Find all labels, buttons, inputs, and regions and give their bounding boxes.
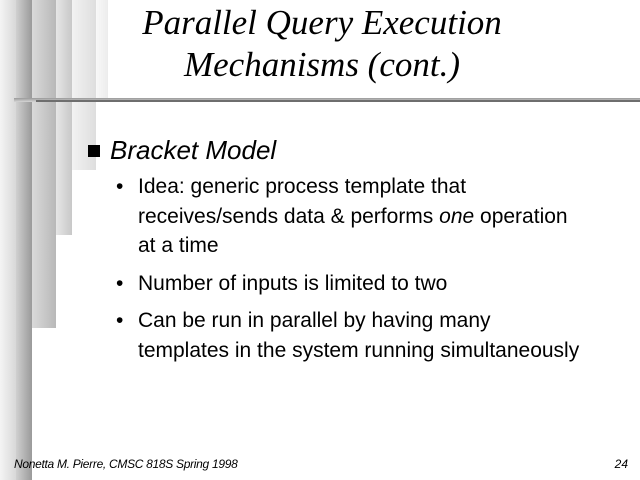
title-divider-line [36,100,640,102]
sub-bullet-text: Can be run in parallel by having many templates in the system running simultaneously [138,309,580,362]
decorative-bar [16,0,32,480]
footer-author: Nonetta M. Pierre, CMSC 818S Spring 1998 [14,457,238,471]
decorative-bar [56,0,72,235]
sub-bullet-text: Number of inputs is limited to two [138,271,448,295]
sub-bullet-list [116,172,586,373]
main-bullet-label: Bracket Model [110,135,277,165]
bullet-dot-icon: • [116,175,124,198]
sub-bullet-text: Idea: generic process template that receives/sends data & performs [138,175,467,228]
page-number: 24 [614,457,628,471]
slide-title [100,2,544,86]
slide-title-line: Mechanisms (cont.) [183,45,461,84]
sub-bullet-item [116,172,586,261]
bullet-dot-icon: • [116,309,124,332]
decorative-bar [0,0,16,480]
sub-bullet-emphasis: one [439,204,475,228]
bullet-dot-icon: • [116,271,124,295]
square-bullet-icon [88,145,100,157]
sub-bullet-item [116,306,586,365]
slide-title-line: Parallel Query Execution [142,3,502,42]
sub-bullet-item [116,269,586,299]
sub-bullet-text: operation at a time [138,204,568,257]
decorative-bar [32,0,56,328]
